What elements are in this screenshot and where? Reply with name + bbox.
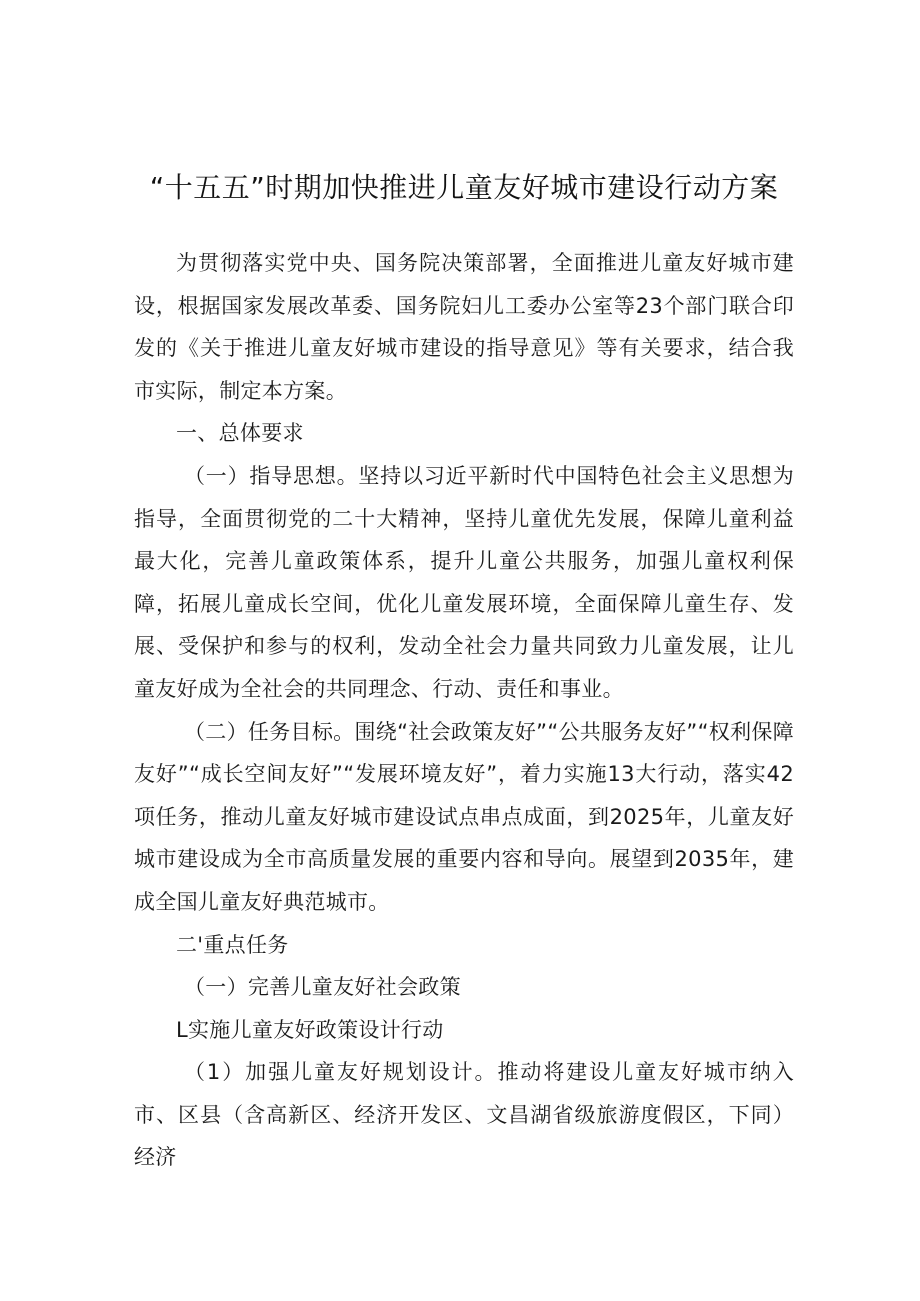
task-paragraph-planning-design: （1）加强儿童友好规划设计。推动将建设儿童友好城市纳入市、区县（含高新区、经济开发区、文昌湖省级旅游度假区，下同）经济 — [134, 1060, 794, 1170]
guiding-ideology-paragraph: （一）指导思想。坚持以习近平新时代中国特色社会主义思想为指导，全面贯彻党的二十大精神，坚持儿童优先发展，保障儿童利益最大化，完善儿童政策体系，提升儿童公共服务，加强儿童权利保障，拓展儿童成长空间，优化儿童发展环境，全面保障儿童生存、发展、受保护和参与的权利，发动全社会力量共同致力儿童发展，让儿童友好成为全社会的共同理念、行动、责任和事业。 — [134, 463, 794, 701]
intro-paragraph: 为贯彻落实党中央、国务院决策部署，全面推进儿童友好城市建设，根据国家发展改革委、国务院妇儿工委办公室等23个部门联合印发的《关于推进儿童友好城市建设的指导意见》等有关要求，结合我市实际，制定本方案。 — [134, 251, 794, 403]
section-heading-general-requirements: 一、总体要求 — [176, 421, 304, 446]
task-goals-paragraph: （二）任务目标。围绕“社会政策友好”“公共服务友好”“权利保障友好”“成长空间友好”“发展环境友好”，着力实施13大行动，落实42项任务，推动儿童友好城市建设试点串点成面，到2025年，儿童友好城市建设成为全市高质量发展的重要内容和导向。展望到2035年，建成全国儿童友好典范城市。 — [134, 719, 794, 914]
document-title: “十五五”时期加快推进儿童友好城市建设行动方案 — [149, 171, 779, 204]
section-heading-key-tasks: 二'重点任务 — [176, 932, 289, 957]
document-body — [134, 242, 794, 1179]
action-heading-policy-design: L实施儿童友好政策设计行动 — [176, 1017, 444, 1042]
subsection-heading-social-policy: （一）完善儿童友好社会政策 — [184, 975, 461, 1000]
